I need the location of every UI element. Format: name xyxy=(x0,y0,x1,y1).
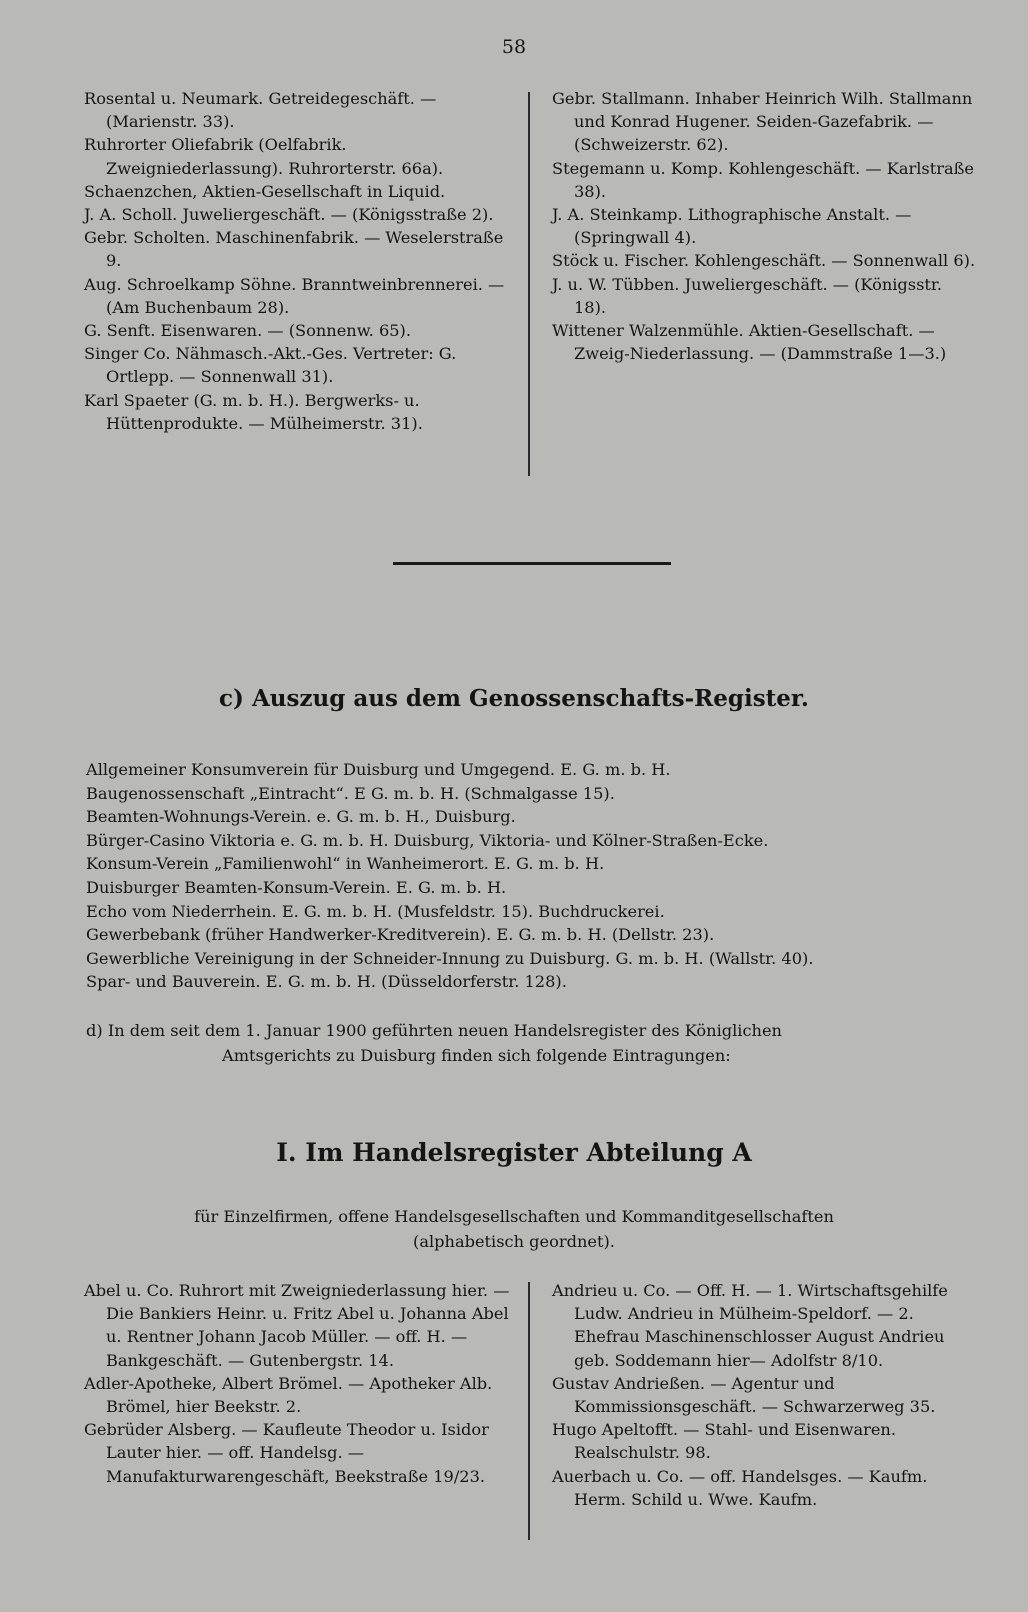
section-c-heading: c) Auszug aus dem Genossenschafts-Register. xyxy=(219,685,809,712)
register-entry: Andrieu u. Co. — Off. H. — 1. Wirtschaftsgehilfe Ludw. Andrieu in Mülheim-Speldorf. — 2. Ehefrau Maschinenschlosser August Andrieu geb. Soddemann hier— Adolfstr 8/10. xyxy=(552,1281,948,1370)
register-entry: G. Senft. Eisenwaren. — (Sonnenw. 65). xyxy=(84,321,411,341)
section-d-line: d) In dem seit dem 1. Januar 1900 geführten neuen Handelsregister des Königlichen xyxy=(86,1021,782,1040)
list-item: Spar- und Bauverein. E. G. m. b. H. (Düsseldorferstr. 128). xyxy=(86,972,567,992)
right-column-top xyxy=(552,87,978,365)
list-item: Beamten-Wohnungs-Verein. e. G. m. b. H., Duisburg. xyxy=(86,807,516,827)
section-i-heading: I. Im Handelsregister Abteilung A xyxy=(276,1138,752,1167)
list-item: Gewerbliche Vereinigung in der Schneider-Innung zu Duisburg. G. m. b. H. (Wallstr. 40). xyxy=(86,948,814,968)
section-rule xyxy=(393,562,671,565)
cooperative-register-list xyxy=(86,758,986,994)
register-entry: Gebr. Stallmann. Inhaber Heinrich Wilh. Stallmann und Konrad Hugener. Seiden-Gazefabrik. — (Schweizerstr. 62). xyxy=(552,89,973,155)
register-entry: Stöck u. Fischer. Kohlengeschäft. — Sonnenwall 6). xyxy=(552,251,976,271)
list-item: Baugenossenschaft „Eintracht“. E G. m. b. H. (Schmalgasse 15). xyxy=(86,783,615,803)
section-d-paragraph xyxy=(86,1018,986,1068)
register-entry: Ruhrorter Oliefabrik (Oelfabrik. Zweigniederlassung). Ruhrorterstr. 66a). xyxy=(84,135,444,178)
register-entry: Auerbach u. Co. — off. Handelsges. — Kaufm. Herm. Schild u. Wwe. Kaufm. xyxy=(552,1466,928,1509)
register-entry: Stegemann u. Komp. Kohlengeschäft. — Karlstraße 38). xyxy=(552,158,975,201)
column-divider xyxy=(528,1282,530,1540)
register-entry: Singer Co. Nähmasch.-Akt.-Ges. Vertreter: G. Ortlepp. — Sonnenwall 31). xyxy=(84,344,457,387)
left-column-top xyxy=(84,87,516,435)
list-item: Gewerbebank (früher Handwerker-Kreditverein). E. G. m. b. H. (Dellstr. 23). xyxy=(86,925,715,945)
right-column-bottom xyxy=(552,1279,978,1511)
column-divider xyxy=(528,92,530,476)
register-entry: Wittener Walzenmühle. Aktien-Gesellschaft. — Zweig-Niederlassung. — (Dammstraße 1—3.) xyxy=(552,321,947,364)
list-item: Allgemeiner Konsumverein für Duisburg und Umgegend. E. G. m. b. H. xyxy=(86,760,671,779)
list-item: Bürger-Casino Viktoria e. G. m. b. H. Duisburg, Viktoria- und Kölner-Straßen-Ecke. xyxy=(86,830,769,850)
register-entry: Hugo Apeltofft. — Stahl- und Eisenwaren. Realschulstr. 98. xyxy=(552,1420,897,1463)
register-entry: J. u. W. Tübben. Juweliergeschäft. — (Königsstr. 18). xyxy=(552,274,943,317)
register-entry: J. A. Scholl. Juweliergeschäft. — (Königsstraße 2). xyxy=(84,205,494,225)
register-entry: Gebrüder Alsberg. — Kaufleute Theodor u. Isidor Lauter hier. — off. Handelsg. — Manufakturwarengeschäft, Beekstraße 19/23. xyxy=(84,1420,489,1486)
register-entry: Gustav Andrießen. — Agentur und Kommissionsgeschäft. — Schwarzerweg 35. xyxy=(552,1373,936,1417)
register-entry: Aug. Schroelkamp Söhne. Branntweinbrennerei. — (Am Buchenbaum 28). xyxy=(84,274,505,317)
section-i-subheading xyxy=(0,1204,1028,1254)
list-item: Echo vom Niederrhein. E. G. m. b. H. (Musfeldstr. 15). Buchdruckerei. xyxy=(86,901,665,921)
list-item: Konsum-Verein „Familienwohl“ in Wanheimerort. E. G. m. b. H. xyxy=(86,854,605,874)
register-entry: Schaenzchen, Aktien-Gesellschaft in Liquid. xyxy=(84,181,446,201)
register-entry: Karl Spaeter (G. m. b. H.). Bergwerks- u. Hüttenprodukte. — Mülheimerstr. 31). xyxy=(84,390,423,433)
left-column-bottom xyxy=(84,1279,516,1488)
register-entry: Abel u. Co. Ruhrort mit Zweigniederlassung hier. — Die Bankiers Heinr. u. Fritz Abel u. Johanna Abel u. Rentner Johann Jacob Müller. — off. H. — Bankgeschäft. — Gutenbergstr. 14. xyxy=(84,1281,510,1370)
register-entry: Rosental u. Neumark. Getreidegeschäft. — (Marienstr. 33). xyxy=(84,89,437,132)
subheading-line: (alphabetisch geordnet). xyxy=(413,1232,615,1251)
register-entry: Adler-Apotheke, Albert Brömel. — Apotheker Alb. Brömel, hier Beekstr. 2. xyxy=(84,1373,493,1417)
list-item: Duisburger Beamten-Konsum-Verein. E. G. m. b. H. xyxy=(86,877,507,897)
register-entry: Gebr. Scholten. Maschinenfabrik. — Weselerstraße 9. xyxy=(84,228,504,271)
page-number: 58 xyxy=(501,36,527,58)
subheading-line: für Einzelfirmen, offene Handelsgesellschaften und Kommanditgesellschaften xyxy=(194,1207,834,1226)
section-d-line: Amtsgerichts zu Duisburg finden sich folgende Eintragungen: xyxy=(222,1046,731,1065)
register-entry: J. A. Steinkamp. Lithographische Anstalt. — (Springwall 4). xyxy=(552,205,912,248)
